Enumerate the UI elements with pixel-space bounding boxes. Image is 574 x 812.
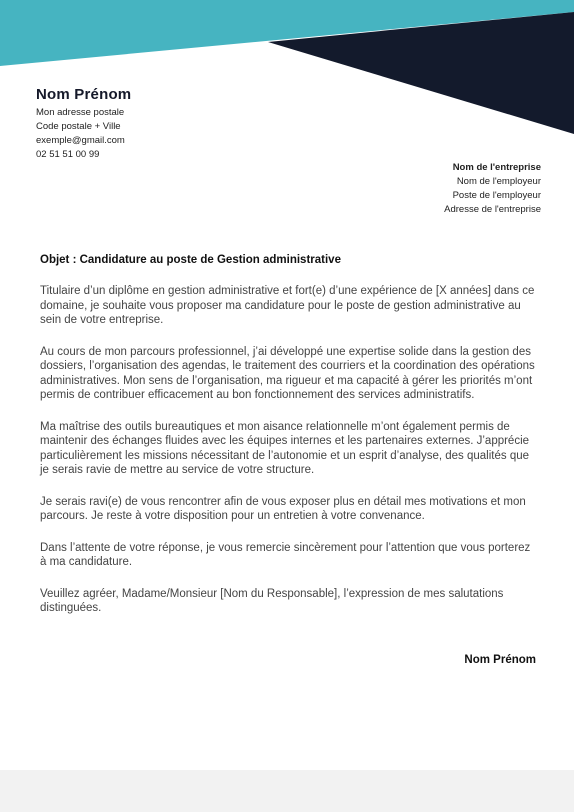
recipient-position: Poste de l'employeur [452, 190, 541, 201]
sender-block [36, 86, 131, 162]
body-paragraph: Veuillez agréer, Madame/Monsieur [Nom du Responsable], l’expression de mes salutations distinguées. [40, 587, 504, 614]
sender-address: Mon adresse postale [36, 107, 125, 118]
recipient-address: Adresse de l'entreprise [444, 204, 541, 215]
sender-email: exemple@gmail.com [36, 135, 125, 146]
body-paragraph: Au cours de mon parcours professionnel, j’ai développé une expertise solide dans la gestion des dossiers, l’organisation des agendas, le traitement des courriers et la coordination des opérations administratives. Mon sens de l’organisation, ma rigueur et ma capacité à gérer les priorités m’ont permis de contribuer efficacement au bon fonctionnement des services administratifs. [40, 345, 535, 401]
body-paragraph: Dans l’attente de votre réponse, je vous remercie sincèrement pour l’attention que vous porterez à ma candidature. [40, 541, 531, 568]
body-paragraph: Ma maîtrise des outils bureautiques et mon aisance relationnelle m’ont également permis de maintenir des échanges fluides avec les équipes internes et les partenaires externes. J’apprécie particulièrement les missions nécessitant de l’autonomie et un esprit d’analyse, des qualités que je serais ravie de mettre au service de votre structure. [40, 420, 530, 476]
recipient-company: Nom de l'entreprise [452, 162, 541, 173]
sender-phone: 02 51 51 00 99 [36, 149, 100, 160]
recipient-employer: Nom de l'employeur [456, 176, 541, 187]
signature-name: Nom Prénom [464, 654, 536, 666]
letter-body [40, 284, 536, 633]
letter-subject: Objet : Candidature au poste de Gestion administrative [40, 254, 341, 266]
body-paragraph: Je serais ravi(e) de vous rencontrer afin de vous exposer plus en détail mes motivations et mon parcours. Je reste à votre disposition pour un entretien à votre convenance. [40, 495, 526, 522]
sender-name: Nom Prénom [36, 86, 132, 103]
recipient-block [444, 161, 541, 217]
body-paragraph: Titulaire d’un diplôme en gestion administrative et fort(e) d’une expérience de [X années] dans ce domaine, je souhaite vous proposer ma candidature pour le poste de gestion administrative au sein de votre entreprise. [40, 285, 535, 326]
sender-city: Code postale + Ville [36, 121, 121, 132]
